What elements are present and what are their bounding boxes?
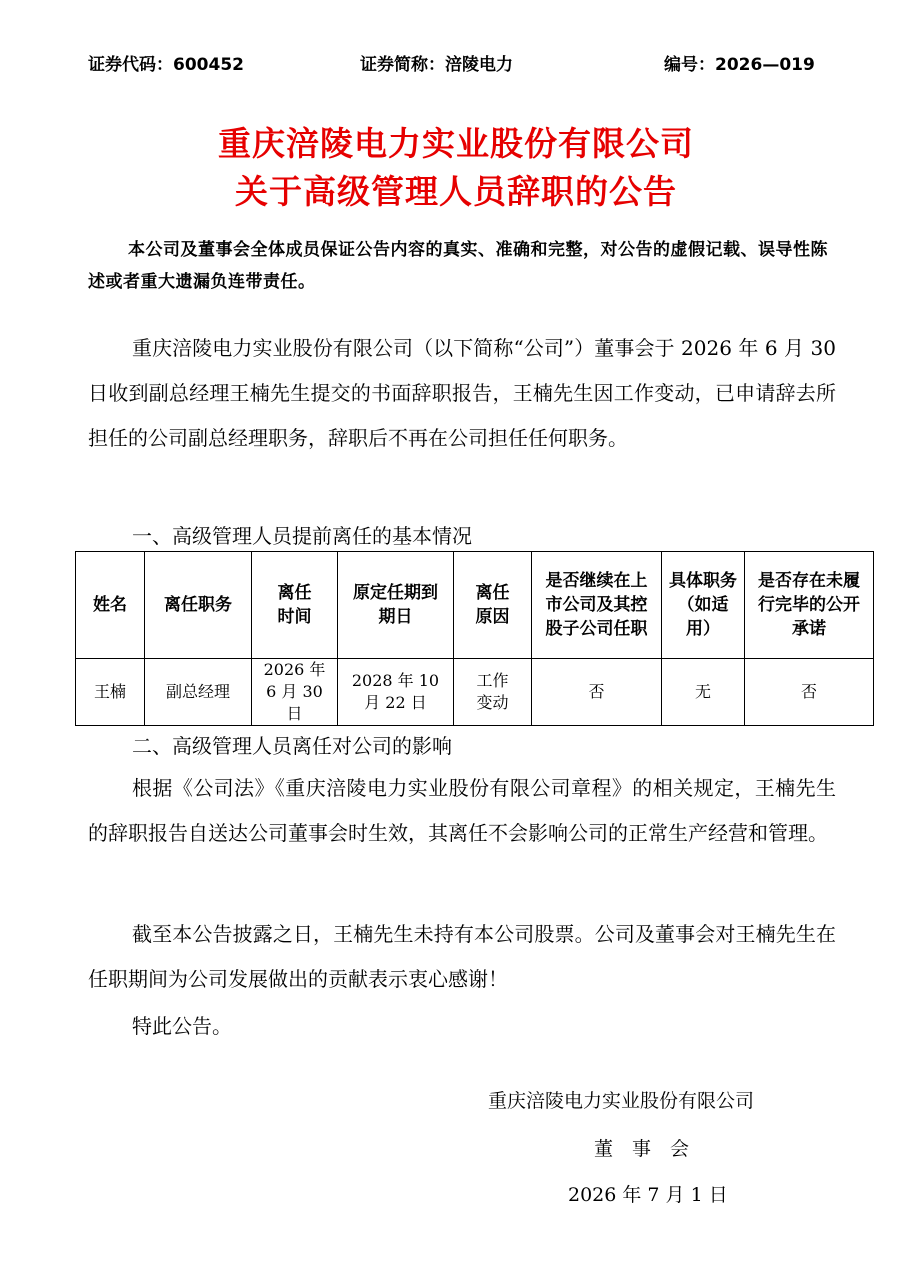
table-cell: 无 (662, 659, 745, 726)
table-header-cell: 离任原因 (454, 552, 532, 659)
table-cell: 2026 年 6 月 30 日 (252, 659, 338, 726)
table-cell: 2028 年 10 月 22 日 (338, 659, 454, 726)
table-header-cell: 离任时间 (252, 552, 338, 659)
stock-code: 证券代码：600452 (88, 55, 244, 75)
signature-company: 重庆涪陵电力实业股份有限公司 (488, 1090, 755, 1112)
table-cell: 否 (532, 659, 662, 726)
section-1-heading: 一、高级管理人员提前离任的基本情况 (132, 524, 472, 548)
disclaimer: 本公司及董事会全体成员保证公告内容的真实、准确和完整，对公告的虚假记载、误导性陈述或者重大遗漏负连带责任。 (88, 240, 828, 292)
table-row (76, 659, 874, 726)
table-cell: 王楠 (76, 659, 145, 726)
table-header-cell: 具体职务（如适用） (662, 552, 745, 659)
table-cell: 副总经理 (145, 659, 252, 726)
intro-paragraph: 重庆涪陵电力实业股份有限公司（以下简称“公司”）董事会于 2026 年 6 月 30 日收到副总经理王楠先生提交的书面辞职报告，王楠先生因工作变动，已申请辞去所担任的公司副总经理职务，辞职后不再在公司担任任何职务。 (88, 336, 836, 450)
table-header-cell: 离任职务 (145, 552, 252, 659)
announcement-number: 编号：2026—019 (664, 55, 815, 75)
document-header (88, 50, 828, 76)
table-cell: 工作变动 (454, 659, 532, 726)
section-2-heading: 二、高级管理人员离任对公司的影响 (132, 734, 452, 758)
table-header-cell: 原定任期到期日 (338, 552, 454, 659)
title-line-1: 重庆涪陵电力实业股份有限公司 (218, 124, 694, 163)
table-header-cell: 是否存在未履行完毕的公开承诺 (745, 552, 874, 659)
signature-date: 2026 年 7 月 1 日 (568, 1184, 728, 1206)
stock-short-name: 证券简称：涪陵电力 (360, 55, 513, 75)
table-header-row (76, 552, 874, 659)
table-header-cell: 姓名 (76, 552, 145, 659)
table-cell: 否 (745, 659, 874, 726)
title-line-2: 关于高级管理人员辞职的公告 (235, 172, 677, 211)
section-2-paragraph-1: 根据《公司法》《重庆涪陵电力实业股份有限公司章程》的相关规定，王楠先生的辞职报告自送达公司董事会时生效，其离任不会影响公司的正常生产经营和管理。 (88, 776, 836, 845)
closing-statement: 特此公告。 (132, 1014, 232, 1038)
section-2-paragraph-2: 截至本公告披露之日，王楠先生未持有本公司股票。公司及董事会对王楠先生在任职期间为公司发展做出的贡献表示衷心感谢！ (88, 922, 836, 991)
departure-info-table (75, 551, 874, 726)
signature-board: 董 事 会 (594, 1138, 690, 1160)
table-header-cell: 是否继续在上市公司及其控股子公司任职 (532, 552, 662, 659)
